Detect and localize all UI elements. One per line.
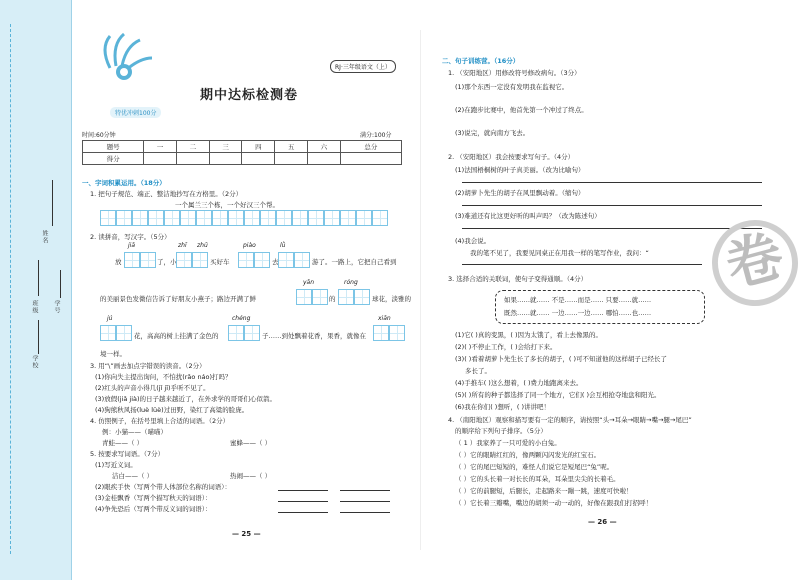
name-line xyxy=(52,180,53,226)
grid-cell[interactable] xyxy=(196,210,212,226)
section-1-title: 一、字词积累运用。（18分） xyxy=(82,179,166,187)
exam-time: 时间:60分钟 xyxy=(82,132,116,139)
word-box-row: 既然……就…… 一边……一边…… 哪怕……也…… xyxy=(504,309,652,317)
question-2-prompt: 我的笔不见了，我要见同桌正在用我一样的笔写作业，我问：“ xyxy=(470,249,649,257)
grid-cell[interactable] xyxy=(192,252,208,268)
score-input-cell[interactable] xyxy=(176,153,209,165)
order-item[interactable]: （ 1 ）我家养了一只可爱的小白兔。 xyxy=(455,439,561,447)
score-header-cell: 一 xyxy=(144,141,177,153)
question-2-item: (1)法国梧桐树的叶子真美丽。（改为比喻句） xyxy=(455,166,585,174)
sentence-text: 游了。一路上，它把自己看到 xyxy=(312,258,397,266)
grid-cell[interactable] xyxy=(294,252,310,268)
answer-line[interactable] xyxy=(278,490,328,491)
full-score: 满分:100分 xyxy=(360,132,392,139)
page-number: — 26 — xyxy=(588,518,617,526)
grid-cell[interactable] xyxy=(356,210,372,226)
grid-cell[interactable] xyxy=(292,210,308,226)
school-line xyxy=(38,320,39,354)
number-label: 学号 xyxy=(53,300,60,314)
answer-grid[interactable] xyxy=(100,325,132,341)
question-3-item[interactable]: (3)( )看着胡萝卜先生长了多长的胡子，( )可不知道他的这样胡子已经长了 xyxy=(455,355,667,363)
question-5-sub: (4)争先恐后（写两个带反义词的词语）： xyxy=(95,505,212,513)
question-3-item: (2)红头的声音小得几(jǐ jī)乎听不见了。 xyxy=(95,384,210,392)
answer-line[interactable] xyxy=(278,512,328,513)
grid-cell[interactable] xyxy=(228,325,244,341)
grid-cell[interactable] xyxy=(132,210,148,226)
question-2: 2. （安阳地区）我会按要求写句子。（4分） xyxy=(448,153,575,161)
order-item[interactable]: （ ）它的头长着一对长长的耳朵，耳朵里尖尖的长着毛。 xyxy=(455,475,620,483)
question-5: 5. 按要求写词语。（7分） xyxy=(90,450,165,458)
page-divider xyxy=(420,30,421,550)
score-header-cell: 四 xyxy=(242,141,275,153)
seal-watermark: 卷 xyxy=(702,210,800,315)
sentence-text: 花，高高的树上挂满了金色的 xyxy=(134,332,219,340)
score-header-cell: 三 xyxy=(209,141,242,153)
grid-cell[interactable] xyxy=(338,289,354,305)
name-label: 姓名 xyxy=(41,230,48,244)
pinyin: yān xyxy=(303,279,315,286)
grid-cell[interactable] xyxy=(116,325,132,341)
pinyin: róng xyxy=(344,279,358,286)
section-2-title: 二、句子训练营。（16分） xyxy=(442,57,520,65)
grid-cell[interactable] xyxy=(296,289,312,305)
sentence-text: 了，小 xyxy=(157,258,177,266)
pinyin: jiā xyxy=(128,242,136,249)
score-input-cell[interactable] xyxy=(308,153,341,165)
question-2-item: (2)胡萝卜先生的胡子在风里飘动着。（缩句） xyxy=(455,189,585,197)
pinyin: jú xyxy=(107,315,113,322)
copy-grid[interactable] xyxy=(100,210,388,226)
score-header-cell: 五 xyxy=(275,141,308,153)
score-input-cell[interactable] xyxy=(242,153,275,165)
answer-line[interactable] xyxy=(340,501,390,502)
pinyin: chéng xyxy=(232,315,251,322)
grade-tag: RJ·三年级语文（上） xyxy=(330,60,396,73)
answer-line[interactable] xyxy=(340,512,390,513)
grid-cell[interactable] xyxy=(244,325,260,341)
question-1-item: (2)在跑步比赛中，他首先第一个冲过了终点。 xyxy=(455,106,588,114)
question-4: 4. 仿照例子，在括号里填上合适的词语。（2分） xyxy=(90,417,230,425)
grid-cell[interactable] xyxy=(238,252,254,268)
question-3: 3. 选择合适的关联词，使句子变得通顺。（4分） xyxy=(448,275,588,283)
grid-cell[interactable] xyxy=(100,210,116,226)
grid-cell[interactable] xyxy=(312,289,328,305)
grid-cell[interactable] xyxy=(100,325,116,341)
answer-line[interactable] xyxy=(340,490,390,491)
question-4-item[interactable]: 蜜蜂——（ ） xyxy=(230,439,272,447)
question-5-sub: (1)写近义词。 xyxy=(95,461,137,469)
pinyin: lǜ xyxy=(280,242,286,249)
grid-cell[interactable] xyxy=(373,325,389,341)
answer-grid[interactable] xyxy=(373,325,405,341)
sentence-text: 子……到处飘着花香，果香，就像在 xyxy=(262,332,366,340)
conjunction-word-box xyxy=(495,290,705,324)
sentence-text: 去 xyxy=(272,258,279,266)
binding-sidebar xyxy=(0,0,72,580)
question-5-sub: (2)眼疾手快（写两个带人体部位名称的词语）： xyxy=(95,483,231,491)
question-3-item[interactable]: (5)( )所有的种子都选择了同一个地方，它们( )会互相抢夺地盘和阳光。 xyxy=(455,391,661,399)
pinyin: zhū xyxy=(197,242,208,249)
answer-line[interactable] xyxy=(278,501,328,502)
grid-cell[interactable] xyxy=(140,252,156,268)
grid-cell[interactable] xyxy=(389,325,405,341)
answer-line[interactable] xyxy=(462,264,702,265)
question-5-item[interactable]: 热闹——（ ） xyxy=(230,472,272,480)
question-3-item: (1)你向失主提出询问，不怕扰(rǎo náo)打吗？ xyxy=(95,373,232,381)
order-item[interactable]: （ ）它的眼睛红红的，像两颗闪闪发光的红宝石。 xyxy=(455,451,601,459)
pinyin: piào xyxy=(243,242,256,249)
question-3-item: (3)放假(jiǎ jià)的日子越来越近了，在外求学的哥哥们心似箭。 xyxy=(95,395,277,403)
question-3: 3. 用“\”画去加点字错误的读音。（2分） xyxy=(90,362,206,370)
grid-cell[interactable] xyxy=(164,210,180,226)
score-row-label: 得分 xyxy=(83,153,144,165)
question-4: 4. （南阳地区）观察和描写要有一定的顺序，请按照“头→耳朵→眼睛→嘴→腿→尾巴” xyxy=(448,416,692,424)
grid-cell[interactable] xyxy=(244,210,260,226)
answer-grid[interactable] xyxy=(238,252,270,268)
question-2-item: (3)难道还有比这更好听的叫声吗？（改为陈述句） xyxy=(455,212,601,220)
page-number: — 25 — xyxy=(232,530,261,538)
question-4-cont: 的顺序给下列句子排序。（5分） xyxy=(455,427,547,435)
grid-cell[interactable] xyxy=(372,210,388,226)
question-1: 1. （安阳地区）用修改符号修改病句。（3分） xyxy=(448,69,581,77)
grid-cell[interactable] xyxy=(124,252,140,268)
grid-cell[interactable] xyxy=(354,289,370,305)
grid-cell[interactable] xyxy=(254,252,270,268)
score-input-cell[interactable] xyxy=(144,153,177,165)
sentence-text: 球花，淡雅的 xyxy=(372,295,411,303)
grid-cell[interactable] xyxy=(278,252,294,268)
grid-cell[interactable] xyxy=(212,210,228,226)
order-item[interactable]: （ ）它的前腿短，后腿长，走起路来一蹦一跳，速度可快啦！ xyxy=(455,487,633,495)
question-4-item[interactable]: 青蛙——（ ） xyxy=(102,439,144,447)
question-3-item[interactable]: (1)它( )真的变黑，( )因为太饿了，看上去像黑的。 xyxy=(455,331,602,339)
answer-grid[interactable] xyxy=(228,325,260,341)
score-input-cell[interactable] xyxy=(209,153,242,165)
sentence-text: 的 xyxy=(329,295,336,303)
grid-cell[interactable] xyxy=(324,210,340,226)
sentence-text: 的美丽景色发微信告诉了好朋友小燕子；路边开满了鲜 xyxy=(100,295,256,303)
question-4-example: 例：小猫——（喵喵） xyxy=(102,428,167,436)
score-header-cell: 二 xyxy=(176,141,209,153)
question-3-item: 多长了。 xyxy=(465,367,491,375)
answer-line[interactable] xyxy=(462,228,762,229)
score-table-value-row xyxy=(83,153,402,165)
score-header-cell: 题号 xyxy=(83,141,144,153)
page-title: 期中达标检测卷 xyxy=(200,88,299,103)
score-table xyxy=(82,140,402,165)
grid-cell[interactable] xyxy=(260,210,276,226)
question-1-item: (1)那个东西一定没有发明我在监视它。 xyxy=(455,83,569,91)
score-input-cell[interactable] xyxy=(275,153,308,165)
answer-grid[interactable] xyxy=(338,289,370,305)
question-1-item: (3)说完，就向南方飞去。 xyxy=(455,129,530,137)
grid-cell[interactable] xyxy=(308,210,324,226)
score-table-header-row xyxy=(83,141,402,153)
answer-grid[interactable] xyxy=(296,289,328,305)
sentence-text: 买好车 xyxy=(210,258,230,266)
question-5-item[interactable]: 洁白——（ ） xyxy=(112,472,154,480)
answer-line[interactable] xyxy=(462,205,762,206)
class-line xyxy=(38,260,39,296)
question-3-item[interactable]: (6)我在你们( )想听，( )讲讲吧！ xyxy=(455,403,550,411)
question-2: 2. 读拼音，写汉字。（5分） xyxy=(90,233,171,241)
question-3-item[interactable]: (4)手推车( )这么想着，( )费力地跑离来去。 xyxy=(455,379,583,387)
question-3-item[interactable]: (2)( )不停止工作，( )会给打下来。 xyxy=(455,343,557,351)
number-line xyxy=(60,270,61,298)
question-1: 1. 把句子规范、端正、整洁地抄写在方格里。（2分） xyxy=(90,190,243,198)
binding-stripes xyxy=(10,24,20,554)
score-header-cell: 总分 xyxy=(340,141,401,153)
question-5-sub: (3)金桂飘香（写两个描写秋天的词语）： xyxy=(95,494,212,502)
grid-cell[interactable] xyxy=(148,210,164,226)
answer-line[interactable] xyxy=(462,182,762,183)
school-label: 学校 xyxy=(31,355,38,369)
grid-cell[interactable] xyxy=(180,210,196,226)
sentence-text: 境一样。 xyxy=(100,350,126,358)
answer-grid[interactable] xyxy=(278,252,310,268)
pinyin: zhī xyxy=(178,242,187,249)
word-box-row: 如果……就…… 不是……而是…… 只要……就…… xyxy=(504,296,652,304)
grid-cell[interactable] xyxy=(176,252,192,268)
flower-logo-icon xyxy=(90,28,170,88)
sentence-text: 放 xyxy=(115,258,122,266)
pinyin: xiān xyxy=(378,315,391,322)
grid-cell[interactable] xyxy=(116,210,132,226)
grid-cell[interactable] xyxy=(228,210,244,226)
slogan: 特优冲刺100分 xyxy=(110,107,161,118)
order-item[interactable]: （ ）它的尾巴短短的，难怪人们说它是短尾巴“兔”呢。 xyxy=(455,463,614,471)
grid-cell[interactable] xyxy=(340,210,356,226)
question-2-item: (4)我会说。 xyxy=(455,237,491,245)
answer-grid[interactable] xyxy=(176,252,208,268)
question-3-item: (4)狗熊秋风扬(luè lüè)过田野，染红了高粱的脸庞。 xyxy=(95,406,249,414)
score-header-cell: 六 xyxy=(308,141,341,153)
score-input-cell[interactable] xyxy=(340,153,401,165)
class-label: 班级 xyxy=(31,300,38,314)
copy-sentence: 一个属兰三个栋，一个好汉三个帮。 xyxy=(175,201,279,209)
order-item[interactable]: （ ）它长着三瓣嘴，嘴边的胡须一动一动的，好像在跟我们打招呼！ xyxy=(455,499,653,507)
answer-grid[interactable] xyxy=(124,252,156,268)
grid-cell[interactable] xyxy=(276,210,292,226)
